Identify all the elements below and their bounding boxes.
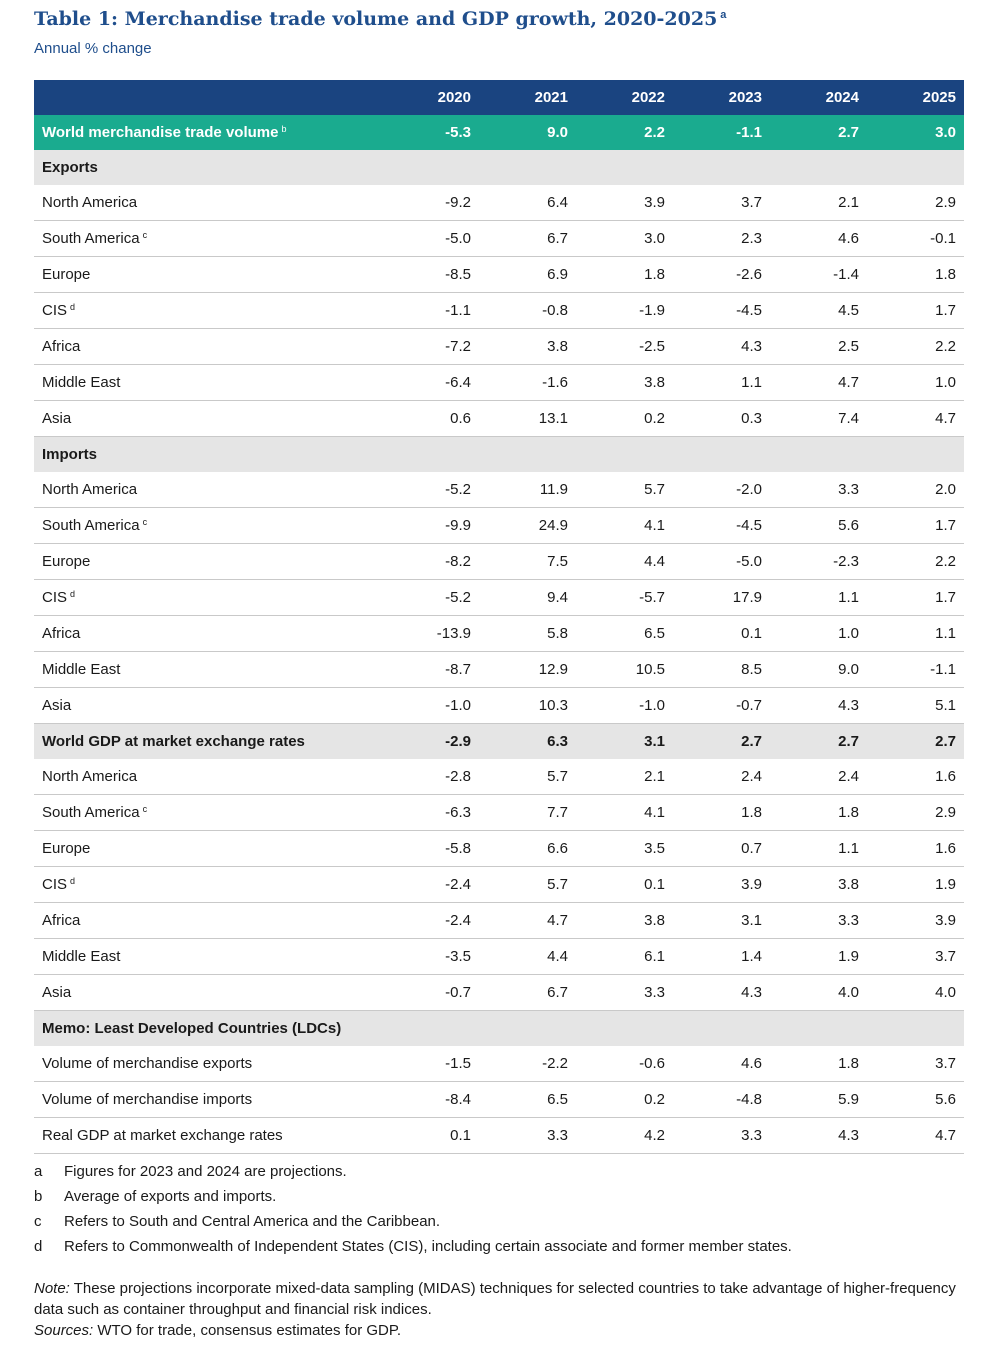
row-label <box>34 1046 382 1082</box>
value-cell: 10.3 <box>479 688 576 724</box>
row-label-text: South America <box>42 804 140 821</box>
value-cell: 3.3 <box>576 975 673 1011</box>
row-label <box>34 401 382 437</box>
table-row <box>34 903 964 939</box>
value-cell: 3.3 <box>479 1118 576 1154</box>
value-cell: 3.7 <box>867 939 964 975</box>
value-cell: 8.5 <box>673 652 770 688</box>
table-body <box>34 115 964 1154</box>
row-label <box>34 759 382 795</box>
value-cell: 0.1 <box>382 1118 479 1154</box>
value-cell: -1.1 <box>867 652 964 688</box>
note-text: These projections incorporate mixed-data sampling (MIDAS) techniques for selected countries to take advantage of higher-frequency data such as container throughput and financial risk indices. <box>34 1280 956 1318</box>
value-cell: 4.2 <box>576 1118 673 1154</box>
value-cell: -2.0 <box>673 472 770 508</box>
value-cell: 2.4 <box>770 759 867 795</box>
value-cell: 1.7 <box>867 580 964 616</box>
table-row <box>34 257 964 293</box>
value-cell: -9.9 <box>382 508 479 544</box>
value-cell: -13.9 <box>382 616 479 652</box>
value-cell: 4.7 <box>479 903 576 939</box>
value-cell: 7.7 <box>479 795 576 831</box>
value-cell: 6.3 <box>479 724 576 760</box>
value-cell: -7.2 <box>382 329 479 365</box>
value-cell: -4.5 <box>673 508 770 544</box>
year-header: 2025 <box>867 80 964 115</box>
value-cell: 3.8 <box>479 329 576 365</box>
note <box>34 1278 964 1320</box>
value-cell: -8.7 <box>382 652 479 688</box>
row-label <box>34 1011 964 1047</box>
value-cell: 3.3 <box>673 1118 770 1154</box>
value-cell: 6.1 <box>576 939 673 975</box>
table-row <box>34 365 964 401</box>
value-cell: 2.4 <box>673 759 770 795</box>
row-label <box>34 544 382 580</box>
row-label-text: Imports <box>42 446 98 463</box>
row-label <box>34 150 964 185</box>
value-cell: -5.0 <box>673 544 770 580</box>
value-cell: 5.7 <box>479 759 576 795</box>
row-label <box>34 472 382 508</box>
value-cell: -2.2 <box>479 1046 576 1082</box>
value-cell: 3.8 <box>576 903 673 939</box>
value-cell: 9.0 <box>770 652 867 688</box>
value-cell: -5.7 <box>576 580 673 616</box>
value-cell: 5.8 <box>479 616 576 652</box>
value-cell: 1.9 <box>770 939 867 975</box>
row-label <box>34 437 964 473</box>
table-row <box>34 544 964 580</box>
value-cell: 2.7 <box>673 724 770 760</box>
row-label-text: North America <box>42 481 138 498</box>
header-label-cell <box>34 80 382 115</box>
footnote-marker: d <box>70 876 76 886</box>
value-cell: -8.2 <box>382 544 479 580</box>
value-cell: 1.1 <box>770 831 867 867</box>
value-cell: 10.5 <box>576 652 673 688</box>
value-cell: -8.4 <box>382 1082 479 1118</box>
row-label <box>34 1118 382 1154</box>
value-cell: 4.6 <box>673 1046 770 1082</box>
value-cell: -0.7 <box>382 975 479 1011</box>
row-label-text: North America <box>42 194 138 211</box>
value-cell: -9.2 <box>382 185 479 221</box>
year-header: 2021 <box>479 80 576 115</box>
value-cell: 4.7 <box>770 365 867 401</box>
row-label <box>34 903 382 939</box>
row-label-text: Europe <box>42 553 91 570</box>
value-cell: 3.9 <box>673 867 770 903</box>
footnote <box>34 1188 964 1213</box>
table-row <box>34 975 964 1011</box>
value-cell: -1.1 <box>673 115 770 150</box>
value-cell: 1.7 <box>867 293 964 329</box>
row-label <box>34 257 382 293</box>
table-title: Table 1: Merchandise trade volume and GDP growth, 2020-2025 $^a$ <box>34 8 727 30</box>
value-cell: -0.1 <box>867 221 964 257</box>
footnote-letter: b <box>34 1188 43 1205</box>
sources-text: WTO for trade, consensus estimates for GDP. <box>97 1322 402 1339</box>
row-label-text: Asia <box>42 697 72 714</box>
row-label-text: CIS <box>42 589 68 606</box>
value-cell: 3.0 <box>867 115 964 150</box>
trade-table <box>34 80 964 1154</box>
row-label-text: World GDP at market exchange rates <box>42 733 305 750</box>
table-row <box>34 1118 964 1154</box>
value-cell: 5.6 <box>867 1082 964 1118</box>
value-cell: 4.3 <box>770 688 867 724</box>
row-label-text: Volume of merchandise imports <box>42 1091 253 1108</box>
value-cell: 2.2 <box>576 115 673 150</box>
row-label <box>34 652 382 688</box>
footnote-letter: c <box>34 1213 42 1230</box>
row-label <box>34 867 382 903</box>
year-header: 2023 <box>673 80 770 115</box>
value-cell: -8.5 <box>382 257 479 293</box>
value-cell: -5.0 <box>382 221 479 257</box>
row-label-text: Middle East <box>42 374 121 391</box>
value-cell: 5.7 <box>479 867 576 903</box>
value-cell: 7.4 <box>770 401 867 437</box>
value-cell: 6.5 <box>479 1082 576 1118</box>
footnote-marker: d <box>70 589 76 599</box>
row-label-text: Volume of merchandise exports <box>42 1055 253 1072</box>
value-cell: 3.7 <box>673 185 770 221</box>
footnote-text: Figures for 2023 and 2024 are projections. <box>64 1163 347 1180</box>
value-cell: -5.3 <box>382 115 479 150</box>
row-label-text: Europe <box>42 840 91 857</box>
year-header: 2024 <box>770 80 867 115</box>
table-row <box>34 472 964 508</box>
value-cell: -1.1 <box>382 293 479 329</box>
value-cell: 6.6 <box>479 831 576 867</box>
value-cell: 1.1 <box>770 580 867 616</box>
value-cell: 3.9 <box>867 903 964 939</box>
value-cell: 2.3 <box>673 221 770 257</box>
value-cell: 3.3 <box>770 472 867 508</box>
value-cell: -2.4 <box>382 867 479 903</box>
value-cell: 3.8 <box>576 365 673 401</box>
footnote-marker: c <box>142 230 148 240</box>
value-cell: -5.8 <box>382 831 479 867</box>
row-label-text: Middle East <box>42 948 121 965</box>
header-row <box>34 80 964 115</box>
table-subtitle: Annual % change <box>34 40 152 57</box>
value-cell: -1.0 <box>576 688 673 724</box>
value-cell: 1.0 <box>770 616 867 652</box>
row-label-text: Africa <box>42 912 81 929</box>
value-cell: 3.0 <box>576 221 673 257</box>
value-cell: 4.3 <box>673 975 770 1011</box>
value-cell: 1.1 <box>867 616 964 652</box>
value-cell: 9.0 <box>479 115 576 150</box>
row-label-text: Europe <box>42 266 91 283</box>
value-cell: 1.9 <box>867 867 964 903</box>
value-cell: 0.1 <box>576 867 673 903</box>
value-cell: 1.1 <box>673 365 770 401</box>
footnote-marker: d <box>70 302 76 312</box>
value-cell: 0.2 <box>576 1082 673 1118</box>
table-row <box>34 401 964 437</box>
table-row <box>34 185 964 221</box>
footnote-letter: a <box>34 1163 43 1180</box>
row-label-text: CIS <box>42 876 68 893</box>
row-label <box>34 508 382 544</box>
footnote-marker: b <box>281 124 287 134</box>
value-cell: 4.3 <box>770 1118 867 1154</box>
value-cell: 4.5 <box>770 293 867 329</box>
section-header-row <box>34 1011 964 1047</box>
row-label <box>34 795 382 831</box>
title-footnote-marker: a <box>720 9 727 21</box>
value-cell: -5.2 <box>382 580 479 616</box>
row-label <box>34 831 382 867</box>
row-label-text: Real GDP at market exchange rates <box>42 1127 283 1144</box>
value-cell: 2.2 <box>867 329 964 365</box>
value-cell: 4.0 <box>867 975 964 1011</box>
row-label-text: South America <box>42 517 140 534</box>
row-label <box>34 329 382 365</box>
value-cell: 2.7 <box>867 724 964 760</box>
value-cell: 0.3 <box>673 401 770 437</box>
table-row <box>34 652 964 688</box>
table-row <box>34 1046 964 1082</box>
row-label <box>34 185 382 221</box>
value-cell: 1.4 <box>673 939 770 975</box>
table-row <box>34 580 964 616</box>
value-cell: 1.6 <box>867 831 964 867</box>
value-cell: 3.1 <box>576 724 673 760</box>
value-cell: 4.0 <box>770 975 867 1011</box>
value-cell: 1.8 <box>770 795 867 831</box>
value-cell: -5.2 <box>382 472 479 508</box>
value-cell: 4.7 <box>867 401 964 437</box>
value-cell: 1.0 <box>867 365 964 401</box>
value-cell: 11.9 <box>479 472 576 508</box>
value-cell: 6.5 <box>576 616 673 652</box>
note-label: Note: <box>34 1280 70 1297</box>
row-label <box>34 580 382 616</box>
value-cell: 4.3 <box>673 329 770 365</box>
table-row <box>34 795 964 831</box>
value-cell: 0.2 <box>576 401 673 437</box>
value-cell: 7.5 <box>479 544 576 580</box>
value-cell: -2.8 <box>382 759 479 795</box>
table-row <box>34 293 964 329</box>
value-cell: 0.6 <box>382 401 479 437</box>
value-cell: 2.0 <box>867 472 964 508</box>
row-label-text: CIS <box>42 302 68 319</box>
value-cell: 1.8 <box>576 257 673 293</box>
value-cell: -2.6 <box>673 257 770 293</box>
value-cell: 3.3 <box>770 903 867 939</box>
value-cell: 1.7 <box>867 508 964 544</box>
value-cell: 5.7 <box>576 472 673 508</box>
value-cell: 3.1 <box>673 903 770 939</box>
value-cell: -4.8 <box>673 1082 770 1118</box>
value-cell: 4.7 <box>867 1118 964 1154</box>
value-cell: -3.5 <box>382 939 479 975</box>
value-cell: 1.8 <box>673 795 770 831</box>
table-row <box>34 939 964 975</box>
value-cell: -2.5 <box>576 329 673 365</box>
row-label <box>34 221 382 257</box>
footnote <box>34 1238 964 1263</box>
value-cell: 4.4 <box>479 939 576 975</box>
value-cell: -0.8 <box>479 293 576 329</box>
table-row <box>34 221 964 257</box>
value-cell: -1.5 <box>382 1046 479 1082</box>
value-cell: 3.8 <box>770 867 867 903</box>
value-cell: 3.5 <box>576 831 673 867</box>
value-cell: 2.7 <box>770 724 867 760</box>
row-label <box>34 724 382 760</box>
value-cell: 1.8 <box>770 1046 867 1082</box>
table-row <box>34 329 964 365</box>
footnote <box>34 1213 964 1238</box>
value-cell: -0.7 <box>673 688 770 724</box>
value-cell: 0.7 <box>673 831 770 867</box>
row-label-text: Memo: Least Developed Countries (LDCs) <box>42 1020 342 1037</box>
value-cell: 5.9 <box>770 1082 867 1118</box>
value-cell: 2.7 <box>770 115 867 150</box>
footnote-text: Refers to Commonwealth of Independent States (CIS), including certain associate and former member states. <box>64 1238 792 1255</box>
table-row <box>34 508 964 544</box>
row-label-text: Africa <box>42 625 81 642</box>
value-cell: 2.9 <box>867 795 964 831</box>
footnote-text: Average of exports and imports. <box>64 1188 277 1205</box>
value-cell: 5.1 <box>867 688 964 724</box>
value-cell: 1.8 <box>867 257 964 293</box>
row-label <box>34 365 382 401</box>
sources <box>34 1322 401 1339</box>
value-cell: -1.4 <box>770 257 867 293</box>
value-cell: -2.9 <box>382 724 479 760</box>
value-cell: 17.9 <box>673 580 770 616</box>
value-cell: -6.3 <box>382 795 479 831</box>
value-cell: 1.6 <box>867 759 964 795</box>
value-cell: -1.9 <box>576 293 673 329</box>
section-header-row <box>34 437 964 473</box>
table-row <box>34 616 964 652</box>
value-cell: 3.7 <box>867 1046 964 1082</box>
sources-label: Sources: <box>34 1322 94 1339</box>
value-cell: 4.1 <box>576 795 673 831</box>
row-label-text: Asia <box>42 984 72 1001</box>
value-cell: 6.9 <box>479 257 576 293</box>
value-cell: 3.9 <box>576 185 673 221</box>
footnote <box>34 1163 964 1188</box>
footnote-letter: d <box>34 1238 43 1255</box>
table-row <box>34 688 964 724</box>
value-cell: 6.7 <box>479 221 576 257</box>
value-cell: -4.5 <box>673 293 770 329</box>
row-label <box>34 293 382 329</box>
table-row <box>34 115 964 150</box>
value-cell: 2.1 <box>576 759 673 795</box>
value-cell: 2.9 <box>867 185 964 221</box>
footnote-text: Refers to South and Central America and the Caribbean. <box>64 1213 441 1230</box>
row-label <box>34 115 382 150</box>
value-cell: 5.6 <box>770 508 867 544</box>
row-label-text: Africa <box>42 338 81 355</box>
value-cell: 12.9 <box>479 652 576 688</box>
year-header: 2022 <box>576 80 673 115</box>
table-row <box>34 831 964 867</box>
value-cell: 0.1 <box>673 616 770 652</box>
row-label <box>34 939 382 975</box>
row-label-text: Asia <box>42 410 72 427</box>
value-cell: 4.6 <box>770 221 867 257</box>
table-row <box>34 759 964 795</box>
footnote-marker: c <box>142 804 148 814</box>
value-cell: 4.1 <box>576 508 673 544</box>
table-row <box>34 724 964 760</box>
footnote-marker: c <box>142 517 148 527</box>
value-cell: 6.7 <box>479 975 576 1011</box>
row-label-text: World merchandise trade volume <box>42 124 279 141</box>
row-label-text: South America <box>42 230 140 247</box>
table-row <box>34 1082 964 1118</box>
row-label <box>34 975 382 1011</box>
value-cell: -0.6 <box>576 1046 673 1082</box>
year-header: 2020 <box>382 80 479 115</box>
value-cell: -1.6 <box>479 365 576 401</box>
footnotes <box>34 1163 964 1263</box>
value-cell: 2.1 <box>770 185 867 221</box>
row-label <box>34 616 382 652</box>
row-label <box>34 688 382 724</box>
row-label <box>34 1082 382 1118</box>
value-cell: 2.5 <box>770 329 867 365</box>
value-cell: -2.3 <box>770 544 867 580</box>
value-cell: -6.4 <box>382 365 479 401</box>
row-label-text: Middle East <box>42 661 121 678</box>
value-cell: 4.4 <box>576 544 673 580</box>
row-label-text: Exports <box>42 159 98 176</box>
value-cell: 24.9 <box>479 508 576 544</box>
value-cell: -2.4 <box>382 903 479 939</box>
value-cell: -1.0 <box>382 688 479 724</box>
value-cell: 2.2 <box>867 544 964 580</box>
value-cell: 13.1 <box>479 401 576 437</box>
table-row <box>34 867 964 903</box>
value-cell: 9.4 <box>479 580 576 616</box>
value-cell: 6.4 <box>479 185 576 221</box>
section-header-row <box>34 150 964 185</box>
row-label-text: North America <box>42 768 138 785</box>
